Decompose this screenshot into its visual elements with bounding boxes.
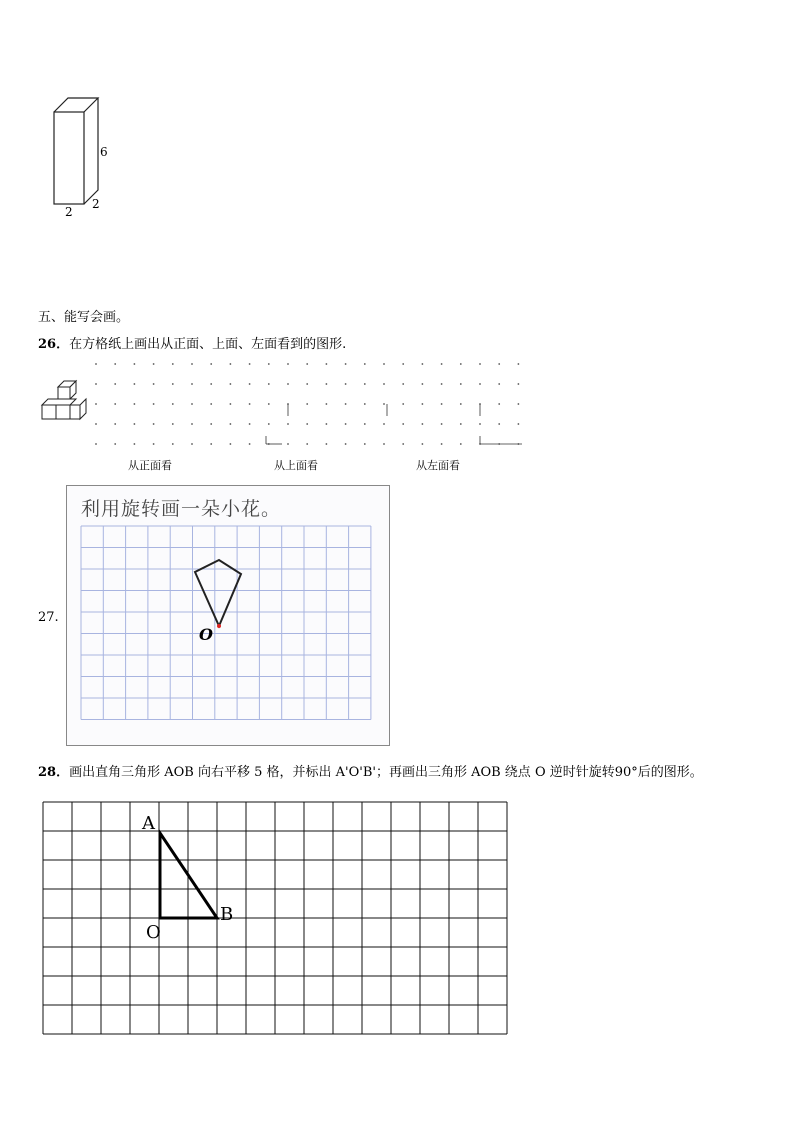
q26-text: 在方格纸上画出从正面、上面、左面看到的图形. (69, 337, 347, 352)
prism-side-face (84, 98, 98, 204)
q26-dot-grid (92, 358, 532, 450)
q27-number: 27. (38, 610, 59, 625)
prism-width-label: 2 (65, 205, 73, 219)
prism-height-label: 6 (100, 145, 108, 159)
q26-prompt (38, 333, 346, 352)
q27-grid (77, 524, 373, 724)
q26-number: 26． (38, 337, 70, 352)
cubes-figure (40, 378, 92, 424)
q28-label-o: O (146, 922, 161, 943)
rotation-center-point (217, 624, 221, 628)
q28-prompt (38, 761, 703, 780)
q28-label-b: B (220, 904, 234, 925)
q26-label-front: 从正面看 (128, 459, 172, 472)
prism-front-face (54, 112, 84, 204)
section5-heading: 五、能写会画。 (38, 310, 130, 325)
prism-depth-label: 2 (92, 197, 100, 211)
prism-figure (40, 90, 120, 225)
kite-shape (195, 560, 241, 626)
q27-point-o: O (199, 625, 213, 644)
q28-label-a: A (142, 813, 155, 834)
prism-top-face (54, 98, 98, 112)
q28-number: 28． (38, 765, 70, 780)
q28-grid (40, 800, 514, 1040)
q26-label-left: 从左面看 (416, 459, 460, 472)
q28-text: 画出直角三角形 AOB 向右平移 5 格，并标出 A'O'B'；再画出三角形 AOB 绕点 O 逆时针旋转90°后的图形。 (69, 765, 703, 780)
q27-title: 利用旋转画一朵小花。 (81, 498, 282, 520)
q27-panel (66, 485, 390, 746)
q26-label-top: 从上面看 (274, 459, 318, 472)
